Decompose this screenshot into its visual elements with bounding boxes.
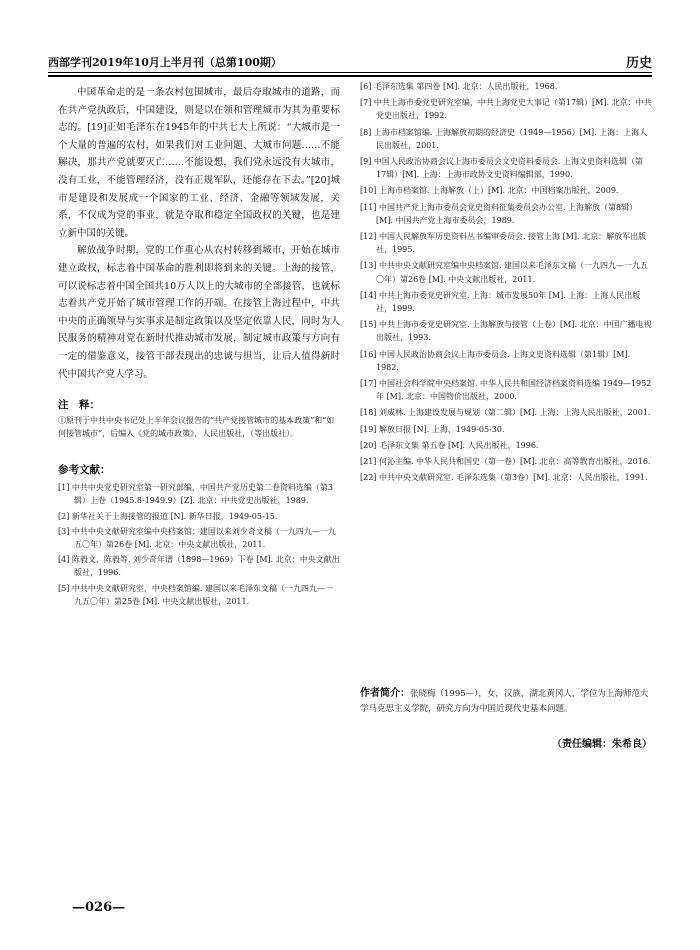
reference-item: [11] 中国共产党上海市委员会党史资料征集委员会办公室. 上海解放（第8辑）[M]. 中国共产党上海市委员会，1989.	[360, 202, 638, 225]
reference-item: [3] 中共中央文献研究室编中央档案馆：建国以来刘少奇文稿（一九四九—一九五〇年）第26卷 [M]. 北京：中央文献出版社，2011.	[58, 526, 336, 549]
references-heading: 参考文献：	[58, 464, 111, 477]
reference-item: [14] 中共上海市委党史研究室. 上海：城市发展50年 [M]. 上海：上海人民出版社，1999.	[360, 290, 641, 314]
header-rule-thick	[48, 75, 652, 77]
reference-item: [7] 中共上海市委党史研究室编，中共上海党史大事记（第17辑）[M]. 北京：中共党史出版社，1992.	[360, 98, 652, 121]
reference-item: [20] 毛泽东文集 第五卷 [M]. 人民出版社，1996.	[360, 440, 539, 450]
reference-item: [15] 中共上海市委党史研究室. 上海解放与接管（上卷）[M]. 北京：中国广播电视出版社，1993.	[360, 320, 652, 343]
page-header	[48, 52, 652, 74]
body-paragraph-1: 中国革命走的是一条农村包围城市，最后夺取城市的道路，而在共产党执政后，中国建设，则是以在领和管理城市为其为重要标志的。[19]正如毛泽东在1945年的中共七大上所说：“大城市是一个大量的普遍的农村，如果我们对工业问题、大城市问题……不能解决，那共产党就要灭亡……不能设想，我们党永远没有大城市，没有工业，不能管理经济，没有正规军队，还能存在下去。”[20]城市是建设和发展成一个国家的工业、经济、金融等领域发展，关系，不仅成为党的事业，就是夺取和稳定全国政权的关键，也是建立新中国的关键。	[58, 87, 340, 239]
notes-heading: 注 释：	[58, 399, 100, 412]
reference-item: [21] 何沁主编. 中华人民共和国史（第一卷）[M]. 北京：高等教育出版社，2016.	[360, 457, 651, 467]
reference-item: [16] 中国人民政治协商会议上海市委员会. 上海文史资料选辑（第1辑）[M]. 1982.	[360, 349, 631, 372]
reference-item: [18] 刘成林. 上海建设发展与规划（第二辑）[M]. 上海：上海人民出版社，2001.	[360, 408, 651, 418]
author-bio-label: 作者简介：	[360, 688, 410, 699]
reference-item: [19] 解放日报 [N]. 上海，1949-05-30.	[360, 424, 505, 434]
journal-title: 西部学刊2019年10月上半月刊（总第100期）	[48, 56, 282, 69]
page-number: —026—	[72, 900, 126, 915]
reference-item: [13] 中共中央文献研究室编中央档案馆. 建国以来毛泽东文稿（一九四九—一九五〇年）第26卷 [M]. 中央文献出版社，2011.	[360, 261, 649, 284]
author-bio	[360, 686, 652, 717]
reference-item: [5] 中共中央文献研究室，中央档案馆编. 建国以来毛泽东文稿（一九四九—一九五〇年）第25卷 [M]. 中央文献出版社，2011.	[58, 583, 333, 606]
reference-item: [6] 毛泽东选集 第四卷 [M]. 北京：人民出版社，1968.	[360, 82, 558, 91]
reference-item: [4] 陈毅文、陈毅等. 刘少奇年谱（1898—1969）下卷 [M]. 北京：中央文献出版社，1996.	[58, 555, 340, 578]
reference-item: [8] 上海市档案馆编. 上海解放初期的经济史（1949—1956）[M]. 上海：上海人民出版社，2001.	[360, 127, 648, 150]
header-rule-thin	[48, 72, 652, 73]
note-text: ①原刊于中共中央书记处上半年会议报告的“共产党接管城市的基本政策”和“如何接管城市”，后编入《党的城市政策》，人民出版社，（等出版社）。	[58, 416, 335, 439]
body-paragraph-2: 解放战争时期，党的工作重心从农村转移到城市，开始在城市建立政权，标志着中国革命的胜利即将到来的关键。上海的接管，可以说标志着中国全国共10万人以上的大城市的全部接管，也就标志着共产党开始了城市管理工作的开端。在接管上海过程中，中共中央的正确领导与实事求是制定政策以及坚定依靠人民，同时为人民服务的精神对党在新时代推动城市发展，制定城市政策与方向有一定的借鉴意义，接管干部表现出的忠诚与担当，让后人值得新时代中国共产党人学习。	[58, 245, 340, 380]
reference-item: [12] 中国人民解放军历史资料丛书编审委员会. 接管上海 [M]. 北京：解放军出版社，1995.	[360, 232, 647, 255]
reference-item: [9] 中国人民政治协商会议上海市委员会文史资料委员会. 上海文史资料选辑（第17辑）[M]. 上海：上海市政协文史资料编辑部，1990.	[360, 157, 643, 180]
right-column	[360, 80, 652, 487]
reference-item: [22] 中共中央文献研究室. 毛泽东选集（第3卷）[M]. 北京：人民出版社，1991.	[360, 473, 648, 483]
reference-item: [10] 上海市档案馆. 上海解放（上）[M]. 北京：中国档案出版社，2009.	[360, 186, 619, 196]
left-column	[58, 80, 340, 610]
reference-item: [2] 新华社关于上海接管的报道 [N]. 新华日报，1949-05-15.	[58, 511, 278, 521]
reference-item: [1] 中共中央党史研究室第一研究部编，中国共产党历史第二卷资料选编（第3辑）上卷（1945.8-1949.9）[Z]. 北京：中共党史出版社，1989.	[58, 483, 333, 506]
responsible-editor: （责任编辑：朱希良）	[552, 739, 652, 750]
section-label: 历史	[625, 56, 652, 71]
author-bio-text: 张晓梅（1995—），女，汉族，湖北黄冈人，学位为上海师范大学马克思主义学院，研究方向为中国近现代史基本问题。	[360, 689, 649, 714]
reference-item: [17] 中国社会科学院中央档案馆. 中华人民共和国经济档案资料选编 1949—1952年 [M]. 北京：中国物价出版社，2000.	[360, 379, 652, 402]
